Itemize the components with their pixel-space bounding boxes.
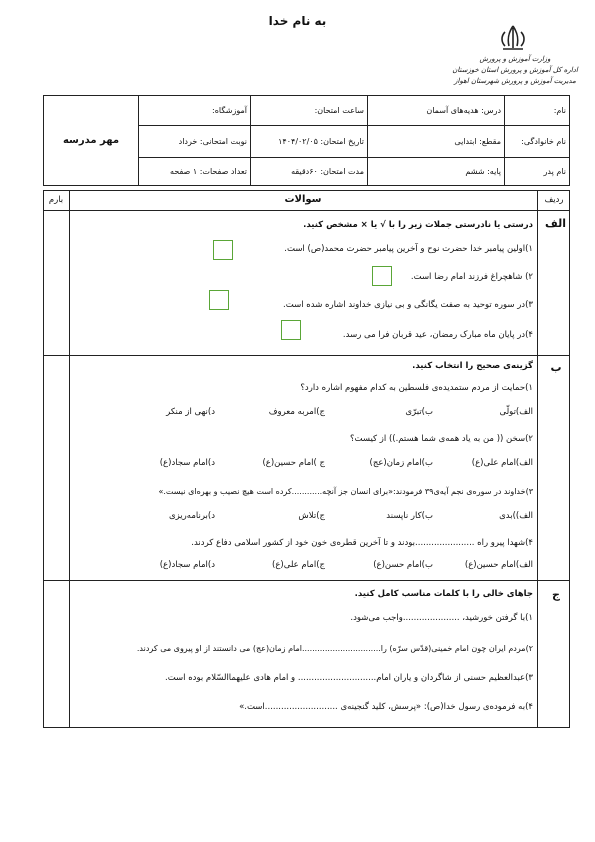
exam-date-label: تاریخ امتحان: ۱۴۰۴/۰۲/۰۵ xyxy=(251,126,368,158)
iran-emblem-icon xyxy=(495,24,531,52)
answer-box[interactable] xyxy=(213,240,233,260)
divider xyxy=(43,210,570,211)
school-label: آموزشگاه: xyxy=(139,96,251,126)
mcq-option[interactable]: ج)امام علی(ع) xyxy=(272,560,325,570)
father-field[interactable]: نام پدر xyxy=(505,158,570,186)
section-instruction: جاهای خالی را با کلمات مناسب کامل کنید. xyxy=(354,589,533,599)
question-item: ۳)در سوره توحید به صفت یگانگی و بی نیازی خداوند اشاره شده است. xyxy=(283,300,533,310)
answer-box[interactable] xyxy=(209,290,229,310)
name-field[interactable]: نام: xyxy=(505,96,570,126)
mcq-question: ۴)شهدا پیرو راه ......................بودند و تا آخرین قطره‌ی خون خود از کشور اسلامی دفاع کردند. xyxy=(191,538,533,548)
mcq-question: ۱)حمایت از مردم ستمدیده‌ی فلسطین به کدام مفهوم اشاره دارد؟ xyxy=(300,383,533,393)
fill-blank-item: ۱)با گرفتن خورشید، .....................واجب می‌شود. xyxy=(350,613,533,623)
mcq-option[interactable]: الف)تولّی xyxy=(499,407,533,417)
divider xyxy=(69,190,70,727)
mcq-option[interactable]: الف)امام علی(ع) xyxy=(471,458,533,468)
divider xyxy=(537,190,538,727)
divider xyxy=(43,355,570,356)
mcq-option[interactable]: د)برنامه‌ریزی xyxy=(168,511,215,521)
section-letter: الف xyxy=(544,217,566,230)
family-field[interactable]: نام خانوادگی: xyxy=(505,126,570,158)
fill-blank-item: ۲)مردم ایران چون امام خمینی(قدّس سرّه) را...............................امام زمان(عج) می دانستند از او پیروی می کردند. xyxy=(136,644,533,653)
fill-blank-item: ۳)عبدالعظیم حسنی از شاگردان و یاران امام............................. و امام هادی علیهما‌السّلام بوده است. xyxy=(165,673,533,683)
section-instruction: درستی یا نادرستی جملات زیر را با √ یا × مشخص کنید. xyxy=(303,220,533,230)
mcq-question: ۳)خداوند در سوره‌ی نجم آیه‌ی۳۹ فرمودند:«برای انسان جز آنچه............کرده است هیچ نصیب و بهره‌ای نیست.» xyxy=(158,487,533,496)
mcq-question: ۲)سخن (( من به یاد همه‌ی شما هستم.)) از کیست؟ xyxy=(350,434,533,444)
section-instruction: گزینه‌ی صحیح را انتخاب کنید. xyxy=(412,361,533,371)
ministry-line-1: وزارت آموزش و پرورش xyxy=(479,55,551,63)
mcq-option[interactable]: ج )امام حسین(ع) xyxy=(262,458,325,468)
mcq-option[interactable]: ب)امام زمان(عج) xyxy=(369,458,433,468)
answer-box[interactable] xyxy=(372,266,392,286)
answer-box[interactable] xyxy=(281,320,301,340)
row-header: ردیف xyxy=(544,195,564,205)
questions-header: سوالات xyxy=(284,194,322,205)
page-title: به نام خدا xyxy=(268,14,327,28)
ministry-line-2: اداره کل آموزش و پرورش استان خوزستان xyxy=(452,66,578,74)
mcq-option[interactable]: د)نهی از منکر xyxy=(166,407,215,417)
mcq-option[interactable]: ب)امام حسن(ع) xyxy=(373,560,433,570)
mcq-option[interactable]: د)امام سجاد(ع) xyxy=(159,458,215,468)
pages-label: تعداد صفحات: ۱ صفحه xyxy=(139,158,251,186)
mcq-option[interactable]: ب)تبرّی xyxy=(405,407,433,417)
school-seal: مهر مدرسه xyxy=(44,96,139,186)
mcq-option[interactable]: ج)امربه معروف xyxy=(268,407,325,417)
question-item: ۱)اولین پیامبر خدا حضرت نوح و آخرین پیامبر حضرت محمد(ص) است. xyxy=(284,244,533,254)
ministry-line-3: مدیریت آموزش و پرورش شهرستان اهواز xyxy=(454,77,576,85)
mcq-option[interactable]: الف)امام حسین(ع) xyxy=(464,560,533,570)
fill-blank-item: ۴)به فرموده‌ی رسول خدا(ص): «پرسش، کلید گنجینه‌ی ...........................است.» xyxy=(239,702,533,712)
grade-label: پایه: ششم xyxy=(368,158,505,186)
student-info-table xyxy=(43,95,570,186)
score-header: بارم xyxy=(48,195,64,205)
exam-turn-label: نوبت امتحانی: خرداد xyxy=(139,126,251,158)
mcq-option[interactable]: ج)تلاش xyxy=(298,511,325,521)
level-label: مقطع: ابتدایی xyxy=(368,126,505,158)
mcq-option[interactable]: ب)کار ناپسند xyxy=(386,511,433,521)
duration-label: مدت امتحان: ۶۰دقیقه xyxy=(251,158,368,186)
question-item: ۴)در پایان ماه مبارک رمضان، عید قربان فرا می رسد. xyxy=(342,330,533,340)
mcq-option[interactable]: الف))بدی xyxy=(499,511,533,521)
section-letter: ب xyxy=(550,361,562,374)
question-item: ۲) شاهچراغ فرزند امام رضا است. xyxy=(410,272,533,282)
section-letter: ج xyxy=(552,588,560,601)
divider xyxy=(43,580,570,581)
exam-time-label: ساعت امتحان: xyxy=(251,96,368,126)
lesson-label: درس: هدیه‌های آسمان xyxy=(368,96,505,126)
mcq-option[interactable]: د)امام سجاد(ع) xyxy=(159,560,215,570)
